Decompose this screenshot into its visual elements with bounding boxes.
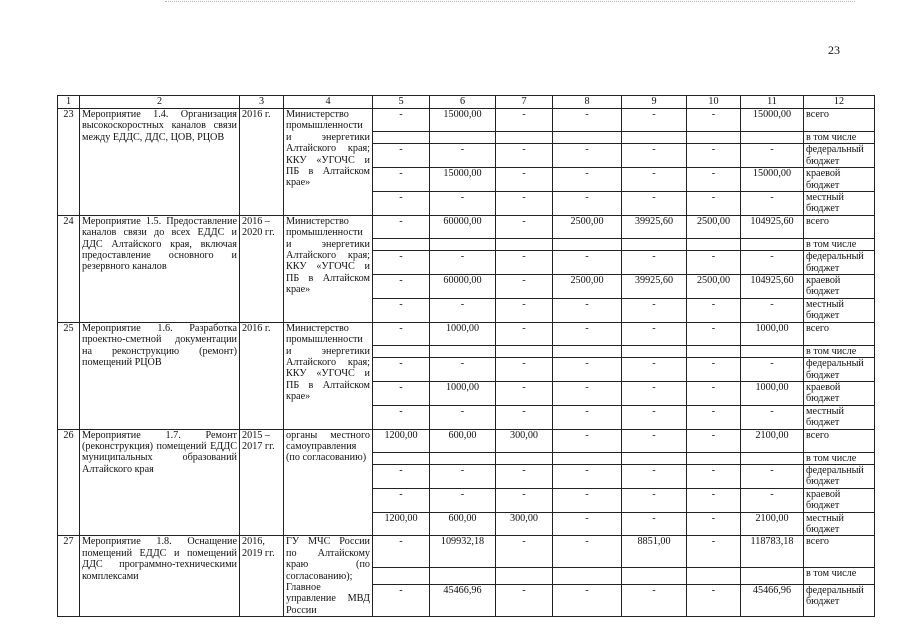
funding-source: краевой бюджет [804, 488, 875, 512]
amount-cell: 600,00 [430, 512, 496, 536]
amount-cell: - [553, 512, 622, 536]
amount-cell: - [553, 488, 622, 512]
amount-cell [430, 132, 496, 144]
amount-cell: - [373, 251, 430, 275]
amount-cell: - [430, 144, 496, 168]
row-number: 24 [58, 215, 80, 322]
amount-cell: - [373, 536, 430, 567]
row-number: 26 [58, 429, 80, 536]
amount-cell: 104925,60 [741, 215, 804, 238]
table-row [58, 429, 875, 452]
amount-cell: - [553, 144, 622, 168]
funding-source: в том числе [804, 132, 875, 144]
funding-source: федеральный бюджет [804, 584, 875, 617]
amount-cell: - [553, 322, 622, 345]
amount-cell [741, 452, 804, 464]
row-number: 23 [58, 109, 80, 216]
amount-cell [430, 345, 496, 357]
amount-cell: - [373, 192, 430, 216]
period: 2016 г. [240, 322, 284, 429]
amount-cell: - [687, 192, 741, 216]
amount-cell [622, 567, 687, 584]
amount-cell: - [373, 109, 430, 132]
amount-cell: - [687, 512, 741, 536]
activity-name: Мероприятие 1.5. Предоставление каналов связи до всех ЕДДС и ДДС Алтайского края, включая предоставление основного и резервного каналов [80, 215, 240, 322]
amount-cell: - [553, 298, 622, 322]
column-header-7: 7 [496, 96, 553, 109]
amount-cell: - [496, 275, 553, 299]
funding-source: всего [804, 429, 875, 452]
amount-cell [622, 238, 687, 250]
amount-cell: - [741, 464, 804, 488]
amount-cell [687, 345, 741, 357]
amount-cell: - [687, 464, 741, 488]
amount-cell: - [687, 584, 741, 617]
amount-cell [496, 238, 553, 250]
amount-cell: - [496, 488, 553, 512]
amount-cell [496, 345, 553, 357]
funding-source: краевой бюджет [804, 168, 875, 192]
budget-table [57, 95, 875, 617]
amount-cell: - [622, 322, 687, 345]
amount-cell [430, 238, 496, 250]
amount-cell: - [553, 251, 622, 275]
amount-cell: - [496, 109, 553, 132]
amount-cell: - [622, 109, 687, 132]
column-header-2: 2 [80, 96, 240, 109]
amount-cell [373, 238, 430, 250]
amount-cell [373, 132, 430, 144]
amount-cell: - [622, 358, 687, 382]
amount-cell [741, 345, 804, 357]
amount-cell: - [496, 144, 553, 168]
amount-cell: 39925,60 [622, 215, 687, 238]
amount-cell: 2500,00 [553, 215, 622, 238]
amount-cell: 118783,18 [741, 536, 804, 567]
table-row [58, 536, 875, 567]
amount-cell: - [687, 405, 741, 429]
funding-source: в том числе [804, 238, 875, 250]
amount-cell: - [430, 251, 496, 275]
amount-cell: - [622, 144, 687, 168]
amount-cell [687, 567, 741, 584]
amount-cell: - [622, 192, 687, 216]
amount-cell: 60000,00 [430, 215, 496, 238]
amount-cell: - [622, 251, 687, 275]
activity-name: Мероприятие 1.4. Организация высокоскоростных каналов связи между ЕДДС, ДДС, ЦОВ, РЦОВ [80, 109, 240, 216]
amount-cell: 2500,00 [687, 275, 741, 299]
amount-cell: - [373, 488, 430, 512]
column-header-3: 3 [240, 96, 284, 109]
amount-cell: - [430, 358, 496, 382]
amount-cell: - [496, 381, 553, 405]
amount-cell: - [687, 298, 741, 322]
period: 2016 г. [240, 109, 284, 216]
amount-cell: 1200,00 [373, 429, 430, 452]
amount-cell: 15000,00 [430, 109, 496, 132]
amount-cell: 15000,00 [741, 109, 804, 132]
amount-cell: - [687, 358, 741, 382]
period: 2015 – 2017 гг. [240, 429, 284, 536]
amount-cell [741, 238, 804, 250]
funding-source: краевой бюджет [804, 275, 875, 299]
funding-source: в том числе [804, 345, 875, 357]
amount-cell: 2100,00 [741, 429, 804, 452]
table-row [58, 322, 875, 345]
amount-cell: - [373, 215, 430, 238]
amount-cell: - [687, 144, 741, 168]
amount-cell [496, 452, 553, 464]
amount-cell [622, 452, 687, 464]
amount-cell [496, 567, 553, 584]
executor: органы местного самоуправления (по согласованию) [284, 429, 373, 536]
amount-cell: - [553, 464, 622, 488]
amount-cell: - [496, 464, 553, 488]
funding-source: в том числе [804, 567, 875, 584]
amount-cell: - [687, 488, 741, 512]
amount-cell: 15000,00 [741, 168, 804, 192]
scan-artifact-line [165, 1, 855, 2]
amount-cell: - [741, 251, 804, 275]
column-header-12: 12 [804, 96, 875, 109]
amount-cell: 104925,60 [741, 275, 804, 299]
header-row [58, 96, 875, 109]
amount-cell: - [373, 322, 430, 345]
amount-cell: - [687, 168, 741, 192]
executor: Министерство промышленности и энергетики Алтайского края; ККУ «УГОЧС и ПБ в Алтайском крае» [284, 109, 373, 216]
amount-cell [373, 345, 430, 357]
funding-source: всего [804, 215, 875, 238]
amount-cell: 600,00 [430, 429, 496, 452]
amount-cell: 1000,00 [430, 322, 496, 345]
funding-source: всего [804, 536, 875, 567]
amount-cell: - [430, 405, 496, 429]
amount-cell: - [373, 358, 430, 382]
amount-cell: - [373, 405, 430, 429]
column-header-1: 1 [58, 96, 80, 109]
funding-source: федеральный бюджет [804, 358, 875, 382]
amount-cell: - [430, 464, 496, 488]
amount-cell: - [496, 215, 553, 238]
amount-cell: - [622, 298, 687, 322]
amount-cell: - [553, 381, 622, 405]
executor: ГУ МЧС России по Алтайскому краю (по согласованию); Главное управление МВД России [284, 536, 373, 617]
amount-cell: - [622, 429, 687, 452]
amount-cell: - [553, 358, 622, 382]
amount-cell: - [741, 488, 804, 512]
activity-name: Мероприятие 1.6. Разработка проектно-сметной документации на реконструкцию (ремонт) помещений РЦОВ [80, 322, 240, 429]
amount-cell [741, 132, 804, 144]
amount-cell: - [373, 168, 430, 192]
amount-cell: - [687, 429, 741, 452]
amount-cell [741, 567, 804, 584]
amount-cell: - [373, 464, 430, 488]
amount-cell: 39925,60 [622, 275, 687, 299]
amount-cell: - [741, 298, 804, 322]
amount-cell: - [687, 536, 741, 567]
amount-cell: - [496, 192, 553, 216]
amount-cell: - [553, 429, 622, 452]
amount-cell [553, 132, 622, 144]
funding-source: федеральный бюджет [804, 144, 875, 168]
amount-cell: 2500,00 [553, 275, 622, 299]
amount-cell: - [741, 192, 804, 216]
funding-source: в том числе [804, 452, 875, 464]
amount-cell [687, 132, 741, 144]
amount-cell: - [622, 584, 687, 617]
amount-cell: - [622, 168, 687, 192]
activity-name: Мероприятие 1.7. Ремонт (реконструкция) помещений ЕДДС муниципальных образований Алтайского края [80, 429, 240, 536]
amount-cell: 60000,00 [430, 275, 496, 299]
column-header-11: 11 [741, 96, 804, 109]
amount-cell: - [741, 358, 804, 382]
amount-cell: - [373, 275, 430, 299]
amount-cell: - [496, 168, 553, 192]
amount-cell: 109932,18 [430, 536, 496, 567]
amount-cell [373, 567, 430, 584]
amount-cell [553, 238, 622, 250]
amount-cell: - [496, 405, 553, 429]
amount-cell: - [496, 358, 553, 382]
amount-cell [430, 452, 496, 464]
funding-source: федеральный бюджет [804, 251, 875, 275]
activity-name: Мероприятие 1.8. Оснащение помещений ЕДДС и помещений ДДС программно-техническими комплексами [80, 536, 240, 617]
amount-cell [553, 345, 622, 357]
amount-cell: 1200,00 [373, 512, 430, 536]
funding-source: местный бюджет [804, 512, 875, 536]
table-row [58, 109, 875, 132]
amount-cell: - [553, 192, 622, 216]
amount-cell [553, 567, 622, 584]
amount-cell [373, 452, 430, 464]
amount-cell: - [622, 464, 687, 488]
column-header-10: 10 [687, 96, 741, 109]
amount-cell: 300,00 [496, 512, 553, 536]
amount-cell: - [496, 251, 553, 275]
funding-source: всего [804, 109, 875, 132]
amount-cell: 2100,00 [741, 512, 804, 536]
amount-cell [553, 452, 622, 464]
period: 2016, 2019 гг. [240, 536, 284, 617]
amount-cell: - [373, 298, 430, 322]
funding-source: всего [804, 322, 875, 345]
amount-cell: - [430, 192, 496, 216]
amount-cell: - [741, 405, 804, 429]
amount-cell: - [622, 488, 687, 512]
amount-cell: - [553, 168, 622, 192]
amount-cell: - [496, 322, 553, 345]
amount-cell [496, 132, 553, 144]
column-header-5: 5 [373, 96, 430, 109]
row-number: 27 [58, 536, 80, 617]
amount-cell: 1000,00 [741, 322, 804, 345]
amount-cell: 15000,00 [430, 168, 496, 192]
column-header-8: 8 [553, 96, 622, 109]
amount-cell: - [622, 405, 687, 429]
amount-cell: 300,00 [496, 429, 553, 452]
amount-cell [430, 567, 496, 584]
executor: Министерство промышленности и энергетики Алтайского края; ККУ «УГОЧС и ПБ в Алтайском крае» [284, 322, 373, 429]
amount-cell: 8851,00 [622, 536, 687, 567]
amount-cell: - [622, 381, 687, 405]
amount-cell: - [496, 298, 553, 322]
amount-cell: - [496, 584, 553, 617]
amount-cell [622, 132, 687, 144]
amount-cell: - [373, 584, 430, 617]
funding-source: краевой бюджет [804, 381, 875, 405]
amount-cell [687, 238, 741, 250]
amount-cell: - [496, 536, 553, 567]
amount-cell [687, 452, 741, 464]
amount-cell: - [741, 144, 804, 168]
amount-cell: 45466,96 [430, 584, 496, 617]
amount-cell: - [553, 109, 622, 132]
funding-source: местный бюджет [804, 405, 875, 429]
funding-source: федеральный бюджет [804, 464, 875, 488]
amount-cell: - [373, 381, 430, 405]
table-row [58, 215, 875, 238]
funding-source: местный бюджет [804, 298, 875, 322]
amount-cell: 1000,00 [741, 381, 804, 405]
amount-cell: - [622, 512, 687, 536]
amount-cell: - [553, 405, 622, 429]
amount-cell: 2500,00 [687, 215, 741, 238]
funding-source: местный бюджет [804, 192, 875, 216]
column-header-9: 9 [622, 96, 687, 109]
amount-cell: - [553, 584, 622, 617]
amount-cell: - [687, 322, 741, 345]
amount-cell: - [430, 488, 496, 512]
executor: Министерство промышленности и энергетики Алтайского края; ККУ «УГОЧС и ПБ в Алтайском крае» [284, 215, 373, 322]
amount-cell: 1000,00 [430, 381, 496, 405]
column-header-6: 6 [430, 96, 496, 109]
amount-cell: - [373, 144, 430, 168]
amount-cell: - [553, 536, 622, 567]
amount-cell: - [687, 381, 741, 405]
period: 2016 – 2020 гг. [240, 215, 284, 322]
amount-cell: - [687, 109, 741, 132]
amount-cell: - [687, 251, 741, 275]
amount-cell: 45466,96 [741, 584, 804, 617]
row-number: 25 [58, 322, 80, 429]
amount-cell [622, 345, 687, 357]
table-body [58, 96, 875, 617]
column-header-4: 4 [284, 96, 373, 109]
amount-cell: - [430, 298, 496, 322]
page-number: 23 [828, 43, 840, 57]
